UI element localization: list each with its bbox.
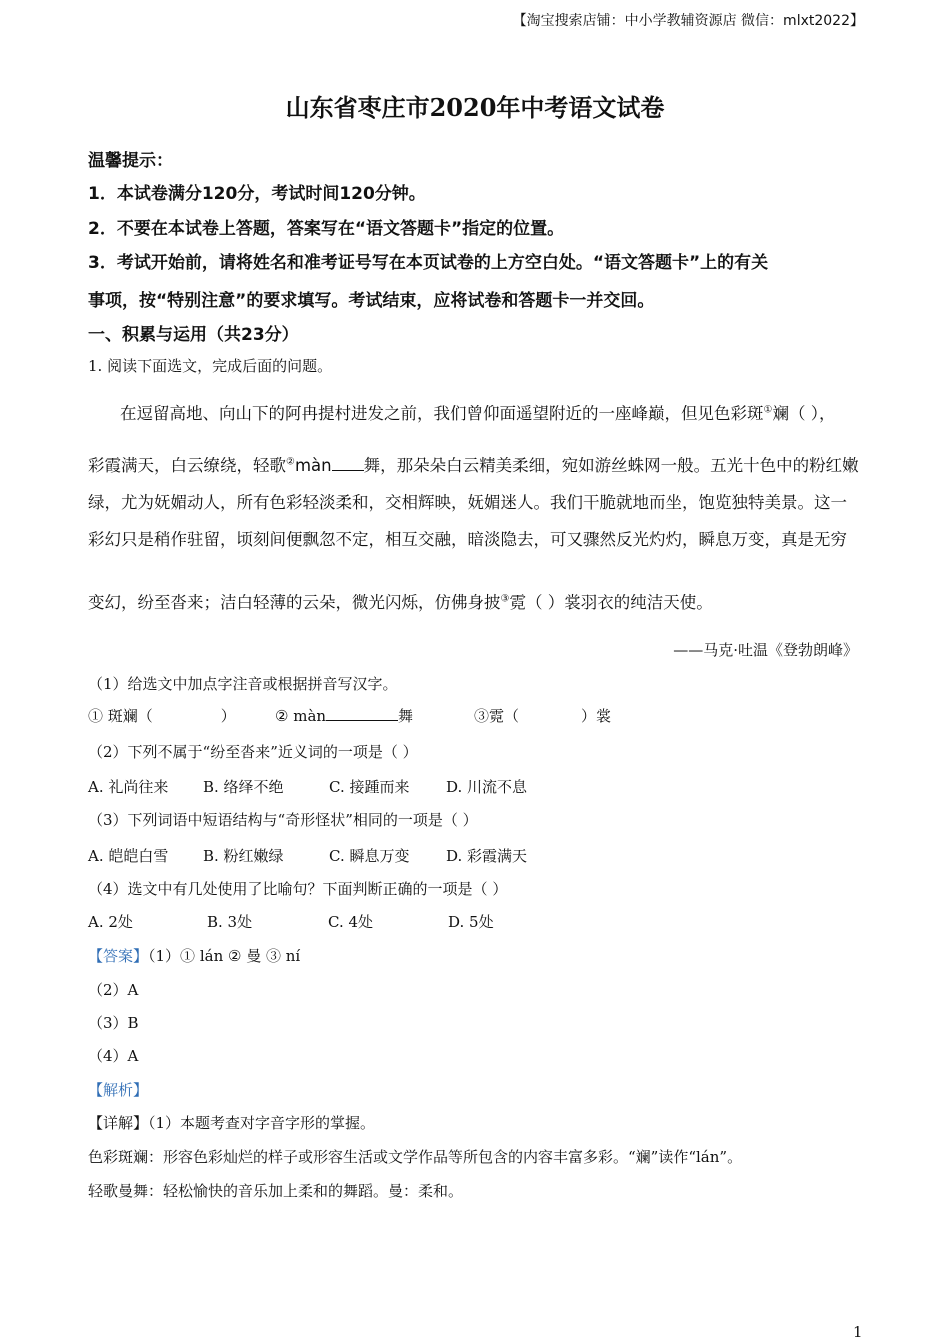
passage-line: 绿，尤为妩媚动人，所有色彩轻淡柔和，交相辉映，妩媚迷人。我们干脆就地而坐，饱览独特美景。这一 [88, 493, 847, 512]
analysis-line: 【详解】（1）本题考查对字音字形的掌握。 [88, 1114, 376, 1132]
answer-line: 【答案】（1）① lán ② 曼 ③ ní [88, 947, 301, 965]
analysis-line: 轻歌曼舞：轻松愉快的音乐加上柔和的舞蹈。曼：柔和。 [88, 1182, 464, 1200]
sub-question-stem: （1）给选文中加点字注音或根据拼音写汉字。 [88, 675, 398, 693]
answer-label: 【答案】 [88, 947, 149, 965]
answer-line: （4）A [88, 1047, 139, 1065]
footnote-marker: ① [763, 404, 773, 416]
option: A. 2处 [88, 913, 133, 931]
sub-question-item: ③霓（ ）裳 [474, 707, 612, 725]
question-prompt: 1. 阅读下面选文，完成后面的问题。 [88, 357, 333, 375]
option: A. 礼尚往来 [88, 778, 169, 796]
option: C. 瞬息万变 [329, 847, 410, 865]
tips-heading: 温馨提示： [88, 151, 173, 171]
answer-line: （2）A [88, 981, 139, 999]
sub-question-stem: （2）下列不属于“纷至沓来”近义词的一项是（ ） [88, 743, 418, 761]
sub-question-stem: （4）选文中有几处使用了比喻句？下面判断正确的一项是（ ） [88, 880, 508, 898]
option: D. 川流不息 [446, 778, 528, 796]
tip-item: 事项，按“特别注意”的要求填写。考试结束，应将试卷和答题卡一并交回。 [88, 291, 655, 311]
section-heading: 一、积累与运用（共23分） [88, 325, 299, 345]
passage-line: 在逗留高地、向山下的阿冉提村进发之前，我们曾仰面遥望附近的一座峰巅，但见色彩斑①斓（ ）， [120, 404, 836, 423]
answer-blank [332, 456, 364, 471]
option: A. 皑皑白雪 [88, 847, 169, 865]
analysis-line: 色彩斑斓：形容色彩灿烂的样子或形容生活或文学作品等所包含的内容丰富多彩。“斓”读作“lán”。 [88, 1148, 743, 1166]
header-note: 【淘宝搜索店铺：中小学教辅资源店 微信：mlxt2022】 [512, 13, 864, 29]
option: B. 粉红嫩绿 [203, 847, 284, 865]
option: D. 彩霞满天 [446, 847, 528, 865]
sub-question-stem: （3）下列词语中短语结构与“奇形怪状”相同的一项是（ ） [88, 811, 478, 829]
footnote-marker: ③ [500, 593, 510, 605]
answer-blank [326, 706, 398, 721]
passage-line: 变幻，纷至沓来；洁白轻薄的云朵，微光闪烁，仿佛身披③霓（ ）裳羽衣的纯洁天使。 [88, 593, 713, 612]
answer-line: （3）B [88, 1014, 139, 1032]
option: C. 4处 [328, 913, 374, 931]
passage-line: 彩霞满天，白云缭绕，轻歌②màn 舞，那朵朵白云精美柔细，宛如游丝蛛网一般。五光十色中的粉红嫩 [88, 456, 859, 475]
option: C. 接踵而来 [329, 778, 410, 796]
sub-question-item: ① 斑斓（ ） [88, 707, 236, 725]
page-number: 1 [853, 1323, 863, 1341]
analysis-label: 【解析】 [88, 1081, 149, 1099]
tip-item: 1．本试卷满分120分，考试时间120分钟。 [88, 184, 426, 204]
option: B. 络绎不绝 [203, 778, 284, 796]
tip-item: 2．不要在本试卷上答题，答案写在“语文答题卡”指定的位置。 [88, 219, 565, 239]
tip-item: 3．考试开始前，请将姓名和准考证号写在本页试卷的上方空白处。“语文答题卡”上的有关 [88, 253, 769, 273]
passage-source: ——马克·吐温《登勃朗峰》 [673, 641, 858, 659]
sub-question-item: ② màn 舞 [275, 707, 414, 725]
footnote-marker: ② [286, 456, 295, 468]
page-title: 山东省枣庄市2020年中考语文试卷 [285, 93, 665, 122]
passage-line: 彩幻只是稍作驻留，顷刻间便飘忽不定，相互交融，暗淡隐去，可又骤然反光灼灼，瞬息万变，真是无穷 [88, 530, 847, 549]
option: B. 3处 [207, 913, 253, 931]
option: D. 5处 [448, 913, 494, 931]
